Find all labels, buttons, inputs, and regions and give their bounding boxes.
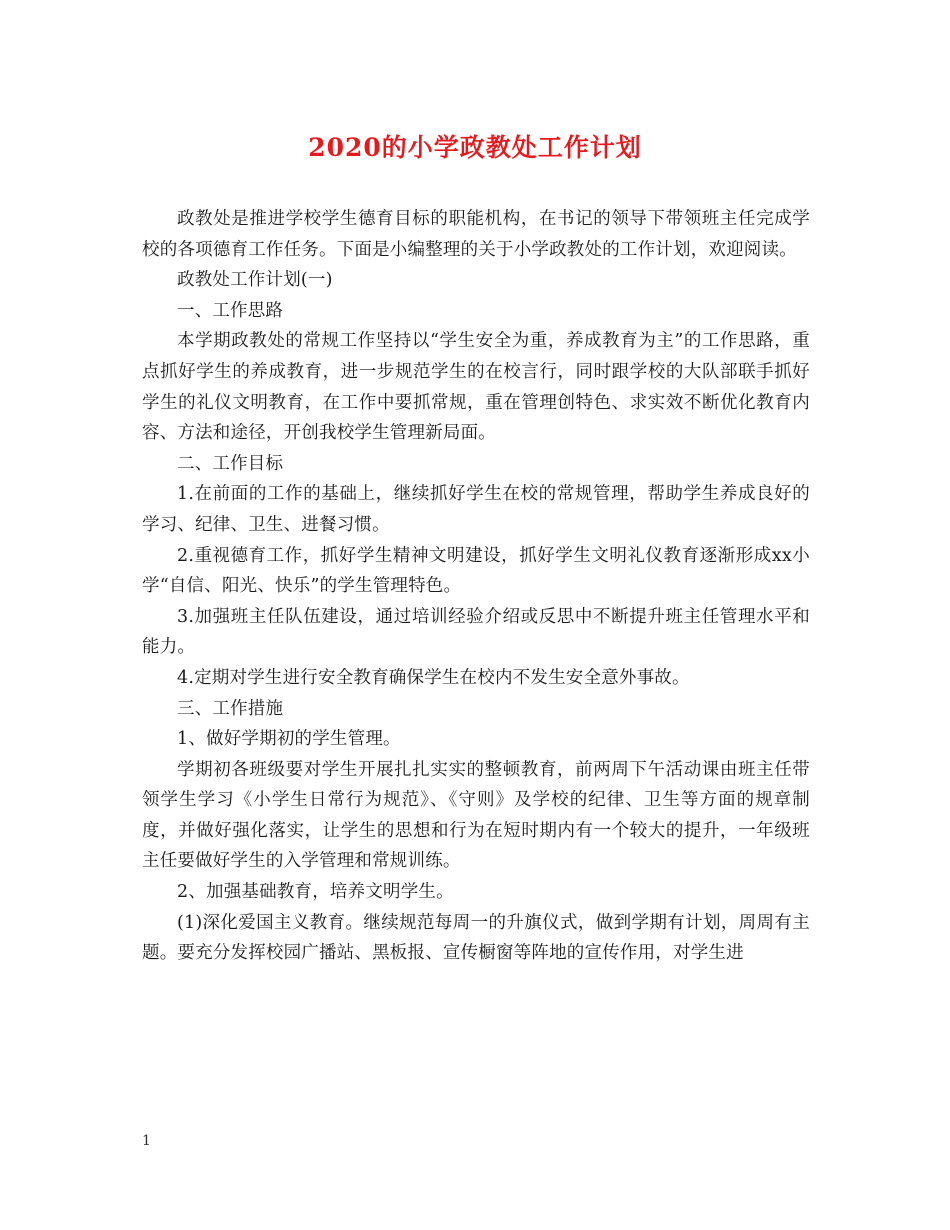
document-title: 2020的小学政教处工作计划 bbox=[308, 133, 642, 162]
goal-item-4: 4.定期对学生进行安全教育确保学生在校内不发生安全意外事故。 bbox=[177, 667, 690, 688]
paragraph-intro: 政教处是推进学校学生德育目标的职能机构，在书记的领导下带领班主任完成学校的各项德育工作任务。下面是小编整理的关于小学政教处的工作计划，欢迎阅读。 bbox=[142, 209, 810, 260]
paragraph-plan-heading: 政教处工作计划(一) bbox=[177, 270, 333, 291]
document-body bbox=[142, 204, 810, 969]
paragraph-measure-1: 学期初各班级要对学生开展扎扎实实的整顿教育，前两周下午活动课由班主任带领学生学习《小学生日常行为规范》、《守则》及学校的纪律、卫生等方面的规章制度，并做好强化落实，让学生的思想和行为在短时期内有一个较大的提升，一年级班主任要做好学生的入学管理和常规训练。 bbox=[142, 759, 810, 872]
paragraph-work-ideas: 本学期政教处的常规工作坚持以“学生安全为重，养成教育为主”的工作思路，重点抓好学生的养成教育，进一步规范学生的在校言行，同时跟学校的大队部联手抓好学生的礼仪文明教育，在工作中要抓常规，重在管理创特色、求实效不断优化教育内容、方法和途径，开创我校学生管理新局面。 bbox=[142, 331, 810, 444]
page-number: 1 bbox=[142, 1133, 151, 1149]
measure-heading-2: 2、加强基础教育，培养文明学生。 bbox=[177, 882, 454, 903]
section-heading-2: 二、工作目标 bbox=[177, 453, 284, 474]
goal-item-1: 1.在前面的工作的基础上，继续抓好学生在校的常规管理，帮助学生养成良好的学习、纪律、卫生、进餐习惯。 bbox=[142, 484, 810, 535]
section-heading-3: 三、工作措施 bbox=[177, 698, 284, 719]
section-heading-1: 一、工作思路 bbox=[177, 300, 284, 321]
paragraph-measure-2-1: (1)深化爱国主义教育。继续规范每周一的升旗仪式，做到学期有计划，周周有主题。要充分发挥校园广播站、黑板报、宣传橱窗等阵地的宣传作用，对学生进 bbox=[142, 912, 810, 964]
goal-item-2: 2.重视德育工作，抓好学生精神文明建设，抓好学生文明礼仪教育逐渐形成xx小学“自信、阳光、快乐”的学生管理特色。 bbox=[142, 545, 810, 597]
goal-item-3: 3.加强班主任队伍建设，通过培训经验介绍或反思中不断提升班主任管理水平和能力。 bbox=[142, 606, 810, 658]
measure-heading-1: 1、做好学期初的学生管理。 bbox=[177, 729, 401, 750]
